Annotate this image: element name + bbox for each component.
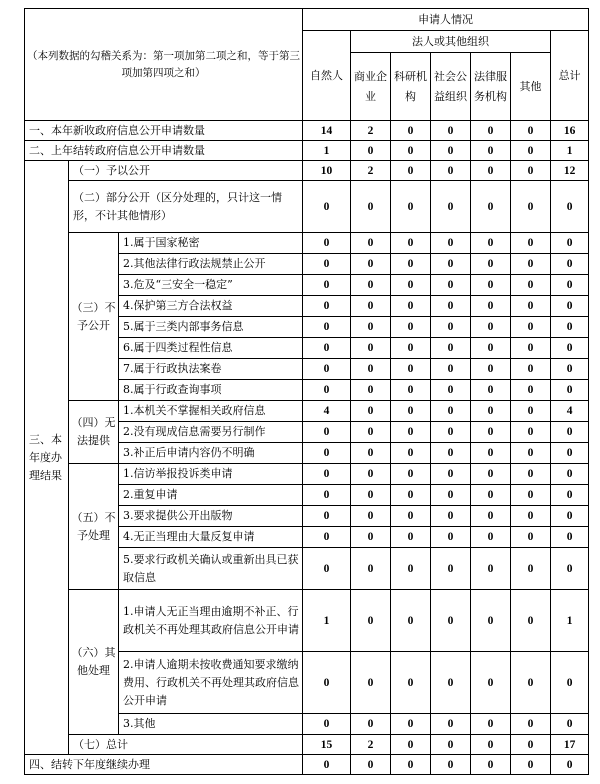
value-cell: 0 <box>551 317 589 338</box>
item-label: 1.申请人无正当理由逾期不补正、行政机关不再处理其政府信息公开申请 <box>119 590 303 652</box>
value-cell: 0 <box>391 233 431 254</box>
value-cell: 0 <box>431 275 471 296</box>
table-row <box>25 141 589 161</box>
header-legal-group: 法人或其他组织 <box>351 31 551 53</box>
table-row <box>25 735 589 755</box>
value-cell: 12 <box>551 161 589 181</box>
value-cell: 0 <box>391 359 431 380</box>
value-cell: 0 <box>303 422 351 443</box>
value-cell: 0 <box>511 735 551 755</box>
value-cell: 0 <box>303 527 351 548</box>
value-cell: 0 <box>391 422 431 443</box>
value-cell: 0 <box>303 464 351 485</box>
row-label: （一）予以公开 <box>69 161 303 181</box>
value-cell: 0 <box>351 338 391 359</box>
value-cell: 0 <box>351 443 391 464</box>
value-cell: 0 <box>351 714 391 735</box>
value-cell: 16 <box>551 121 589 141</box>
value-cell: 0 <box>351 296 391 317</box>
value-cell: 0 <box>351 359 391 380</box>
item-label: 2.其他法律行政法规禁止公开 <box>119 254 303 275</box>
value-cell: 0 <box>391 464 431 485</box>
table-row <box>25 161 589 181</box>
value-cell: 0 <box>431 401 471 422</box>
value-cell: 0 <box>471 275 511 296</box>
item-label: 5.属于三类内部事务信息 <box>119 317 303 338</box>
value-cell: 0 <box>303 233 351 254</box>
item-label: 1.属于国家秘密 <box>119 233 303 254</box>
value-cell: 0 <box>471 464 511 485</box>
value-cell: 0 <box>551 254 589 275</box>
item-label: 1.信访举报投诉类申请 <box>119 464 303 485</box>
value-cell: 0 <box>391 506 431 527</box>
value-cell: 0 <box>551 443 589 464</box>
value-cell: 0 <box>471 317 511 338</box>
value-cell: 0 <box>351 464 391 485</box>
value-cell: 0 <box>303 296 351 317</box>
value-cell: 0 <box>511 380 551 401</box>
value-cell: 0 <box>471 735 511 755</box>
value-cell: 0 <box>551 527 589 548</box>
header-applicant: 申请人情况 <box>303 9 589 31</box>
value-cell: 0 <box>471 254 511 275</box>
value-cell: 0 <box>351 527 391 548</box>
value-cell: 1 <box>551 590 589 652</box>
value-cell: 4 <box>303 401 351 422</box>
value-cell: 0 <box>351 755 391 775</box>
value-cell: 0 <box>511 590 551 652</box>
value-cell: 0 <box>391 548 431 590</box>
value-cell: 14 <box>303 121 351 141</box>
value-cell: 0 <box>303 714 351 735</box>
value-cell: 0 <box>391 296 431 317</box>
row-label: 一、本年新收政府信息公开申请数量 <box>25 121 303 141</box>
value-cell: 0 <box>391 121 431 141</box>
value-cell: 0 <box>351 141 391 161</box>
header-social: 社会公益组织 <box>431 53 471 121</box>
value-cell: 0 <box>303 485 351 506</box>
value-cell: 0 <box>551 485 589 506</box>
value-cell: 0 <box>471 161 511 181</box>
value-cell: 0 <box>511 401 551 422</box>
row-label: （二）部分公开（区分处理的，只计这一情形，不计其他情形） <box>69 181 303 233</box>
value-cell: 0 <box>551 422 589 443</box>
value-cell: 0 <box>511 233 551 254</box>
header-commercial: 商业企业 <box>351 53 391 121</box>
value-cell: 0 <box>391 380 431 401</box>
value-cell: 0 <box>511 443 551 464</box>
value-cell: 0 <box>471 233 511 254</box>
item-label: 3.要求提供公开出版物 <box>119 506 303 527</box>
value-cell: 0 <box>471 527 511 548</box>
value-cell: 0 <box>511 161 551 181</box>
value-cell: 0 <box>471 422 511 443</box>
value-cell: 0 <box>511 422 551 443</box>
value-cell: 0 <box>431 506 471 527</box>
value-cell: 0 <box>471 380 511 401</box>
item-label: 8.属于行政查询事项 <box>119 380 303 401</box>
value-cell: 0 <box>431 254 471 275</box>
value-cell: 0 <box>391 714 431 735</box>
item-label: 3.补正后申请内容仍不明确 <box>119 443 303 464</box>
value-cell: 0 <box>551 181 589 233</box>
value-cell: 0 <box>303 380 351 401</box>
value-cell: 0 <box>431 380 471 401</box>
value-cell: 0 <box>431 464 471 485</box>
value-cell: 0 <box>391 254 431 275</box>
item-label: 2.申请人逾期未按收费通知要求缴纳费用、行政机关不再处理其政府信息公开申请 <box>119 652 303 714</box>
value-cell: 0 <box>471 181 511 233</box>
value-cell: 0 <box>391 755 431 775</box>
table-row <box>25 181 589 233</box>
value-cell: 0 <box>431 735 471 755</box>
value-cell: 0 <box>511 714 551 735</box>
value-cell: 0 <box>391 141 431 161</box>
header-research: 科研机构 <box>391 53 431 121</box>
value-cell: 0 <box>471 755 511 775</box>
value-cell: 2 <box>351 121 391 141</box>
value-cell: 0 <box>511 527 551 548</box>
item-label: 1.本机关不掌握相关政府信息 <box>119 401 303 422</box>
value-cell: 0 <box>391 181 431 233</box>
value-cell: 17 <box>551 735 589 755</box>
table-row <box>25 233 589 254</box>
value-cell: 0 <box>391 338 431 359</box>
item-label: 2.重复申请 <box>119 485 303 506</box>
value-cell: 0 <box>471 338 511 359</box>
value-cell: 0 <box>551 296 589 317</box>
value-cell: 0 <box>431 338 471 359</box>
section-three-label: 三、本年度办理结果 <box>25 161 69 755</box>
value-cell: 0 <box>551 359 589 380</box>
value-cell: 0 <box>351 485 391 506</box>
value-cell: 0 <box>303 652 351 714</box>
value-cell: 0 <box>471 296 511 317</box>
table-row <box>25 590 589 652</box>
value-cell: 0 <box>351 652 391 714</box>
value-cell: 0 <box>431 443 471 464</box>
table-row <box>25 9 589 31</box>
value-cell: 0 <box>511 317 551 338</box>
value-cell: 4 <box>551 401 589 422</box>
header-natural: 自然人 <box>303 31 351 121</box>
value-cell: 0 <box>471 714 511 735</box>
value-cell: 0 <box>351 254 391 275</box>
value-cell: 0 <box>551 464 589 485</box>
value-cell: 0 <box>471 401 511 422</box>
value-cell: 0 <box>511 254 551 275</box>
group-label: （五）不予处理 <box>69 464 119 590</box>
header-other: 其他 <box>511 53 551 121</box>
value-cell: 0 <box>431 548 471 590</box>
value-cell: 0 <box>431 755 471 775</box>
item-label: 4.无正当理由大量反复申请 <box>119 527 303 548</box>
value-cell: 0 <box>431 527 471 548</box>
value-cell: 0 <box>511 141 551 161</box>
value-cell: 0 <box>303 275 351 296</box>
value-cell: 0 <box>431 422 471 443</box>
value-cell: 0 <box>551 380 589 401</box>
group-label: （四）无法提供 <box>69 401 119 464</box>
item-label: 5.要求行政机关确认或重新出具已获取信息 <box>119 548 303 590</box>
value-cell: 0 <box>391 275 431 296</box>
value-cell: 0 <box>551 233 589 254</box>
value-cell: 0 <box>391 401 431 422</box>
value-cell: 0 <box>511 652 551 714</box>
value-cell: 0 <box>391 317 431 338</box>
value-cell: 0 <box>303 338 351 359</box>
table-row <box>25 464 589 485</box>
value-cell: 0 <box>511 506 551 527</box>
value-cell: 0 <box>303 548 351 590</box>
value-cell: 0 <box>303 181 351 233</box>
value-cell: 2 <box>351 161 391 181</box>
value-cell: 0 <box>471 359 511 380</box>
value-cell: 0 <box>303 254 351 275</box>
value-cell: 0 <box>551 714 589 735</box>
item-label: 3.其他 <box>119 714 303 735</box>
value-cell: 0 <box>551 652 589 714</box>
value-cell: 0 <box>431 233 471 254</box>
value-cell: 0 <box>431 652 471 714</box>
item-label: 7.属于行政执法案卷 <box>119 359 303 380</box>
value-cell: 0 <box>303 359 351 380</box>
table-row <box>25 401 589 422</box>
value-cell: 0 <box>551 506 589 527</box>
item-label: 6.属于四类过程性信息 <box>119 338 303 359</box>
value-cell: 0 <box>431 317 471 338</box>
value-cell: 0 <box>431 141 471 161</box>
item-label: 2.没有现成信息需要另行制作 <box>119 422 303 443</box>
value-cell: 0 <box>511 296 551 317</box>
value-cell: 0 <box>391 590 431 652</box>
value-cell: 0 <box>551 338 589 359</box>
table-row <box>25 121 589 141</box>
value-cell: 0 <box>511 121 551 141</box>
table-row <box>25 755 589 775</box>
value-cell: 0 <box>471 506 511 527</box>
value-cell: 0 <box>303 755 351 775</box>
value-cell: 0 <box>351 317 391 338</box>
value-cell: 0 <box>511 485 551 506</box>
value-cell: 0 <box>351 548 391 590</box>
value-cell: 0 <box>551 755 589 775</box>
value-cell: 0 <box>511 338 551 359</box>
value-cell: 0 <box>431 485 471 506</box>
value-cell: 0 <box>303 317 351 338</box>
value-cell: 0 <box>391 485 431 506</box>
value-cell: 0 <box>391 161 431 181</box>
value-cell: 1 <box>551 141 589 161</box>
value-cell: 0 <box>471 590 511 652</box>
row-label: 四、结转下年度继续办理 <box>25 755 303 775</box>
value-cell: 0 <box>471 652 511 714</box>
value-cell: 0 <box>511 359 551 380</box>
value-cell: 1 <box>303 141 351 161</box>
value-cell: 10 <box>303 161 351 181</box>
header-legal-service: 法律服务机构 <box>471 53 511 121</box>
disclosure-table <box>24 8 589 775</box>
value-cell: 0 <box>471 443 511 464</box>
value-cell: 0 <box>351 380 391 401</box>
value-cell: 0 <box>551 275 589 296</box>
value-cell: 0 <box>431 161 471 181</box>
value-cell: 0 <box>351 506 391 527</box>
value-cell: 0 <box>431 714 471 735</box>
value-cell: 0 <box>391 652 431 714</box>
value-cell: 0 <box>303 443 351 464</box>
value-cell: 0 <box>471 548 511 590</box>
value-cell: 0 <box>391 735 431 755</box>
value-cell: 0 <box>511 275 551 296</box>
value-cell: 0 <box>351 181 391 233</box>
value-cell: 15 <box>303 735 351 755</box>
value-cell: 0 <box>511 755 551 775</box>
value-cell: 1 <box>303 590 351 652</box>
item-label: 3.危及“三安全一稳定” <box>119 275 303 296</box>
value-cell: 0 <box>351 401 391 422</box>
value-cell: 0 <box>431 359 471 380</box>
value-cell: 0 <box>351 275 391 296</box>
item-label: 4.保护第三方合法权益 <box>119 296 303 317</box>
value-cell: 0 <box>511 548 551 590</box>
value-cell: 0 <box>303 506 351 527</box>
value-cell: 0 <box>511 464 551 485</box>
value-cell: 0 <box>551 548 589 590</box>
value-cell: 0 <box>511 181 551 233</box>
value-cell: 0 <box>431 121 471 141</box>
value-cell: 0 <box>351 590 391 652</box>
header-total: 总计 <box>551 31 589 121</box>
value-cell: 0 <box>471 141 511 161</box>
row-label: （七）总计 <box>69 735 303 755</box>
value-cell: 0 <box>391 527 431 548</box>
value-cell: 0 <box>351 422 391 443</box>
value-cell: 2 <box>351 735 391 755</box>
header-note: （本列数据的勾稽关系为：第一项加第二项之和，等于第三项加第四项之和） <box>25 9 303 121</box>
value-cell: 0 <box>431 590 471 652</box>
value-cell: 0 <box>391 443 431 464</box>
value-cell: 0 <box>471 121 511 141</box>
value-cell: 0 <box>431 296 471 317</box>
group-label: （三）不予公开 <box>69 233 119 401</box>
table-body <box>25 9 589 775</box>
value-cell: 0 <box>431 181 471 233</box>
row-label: 二、上年结转政府信息公开申请数量 <box>25 141 303 161</box>
value-cell: 0 <box>351 233 391 254</box>
value-cell: 0 <box>471 485 511 506</box>
group-label: （六）其他处理 <box>69 590 119 735</box>
